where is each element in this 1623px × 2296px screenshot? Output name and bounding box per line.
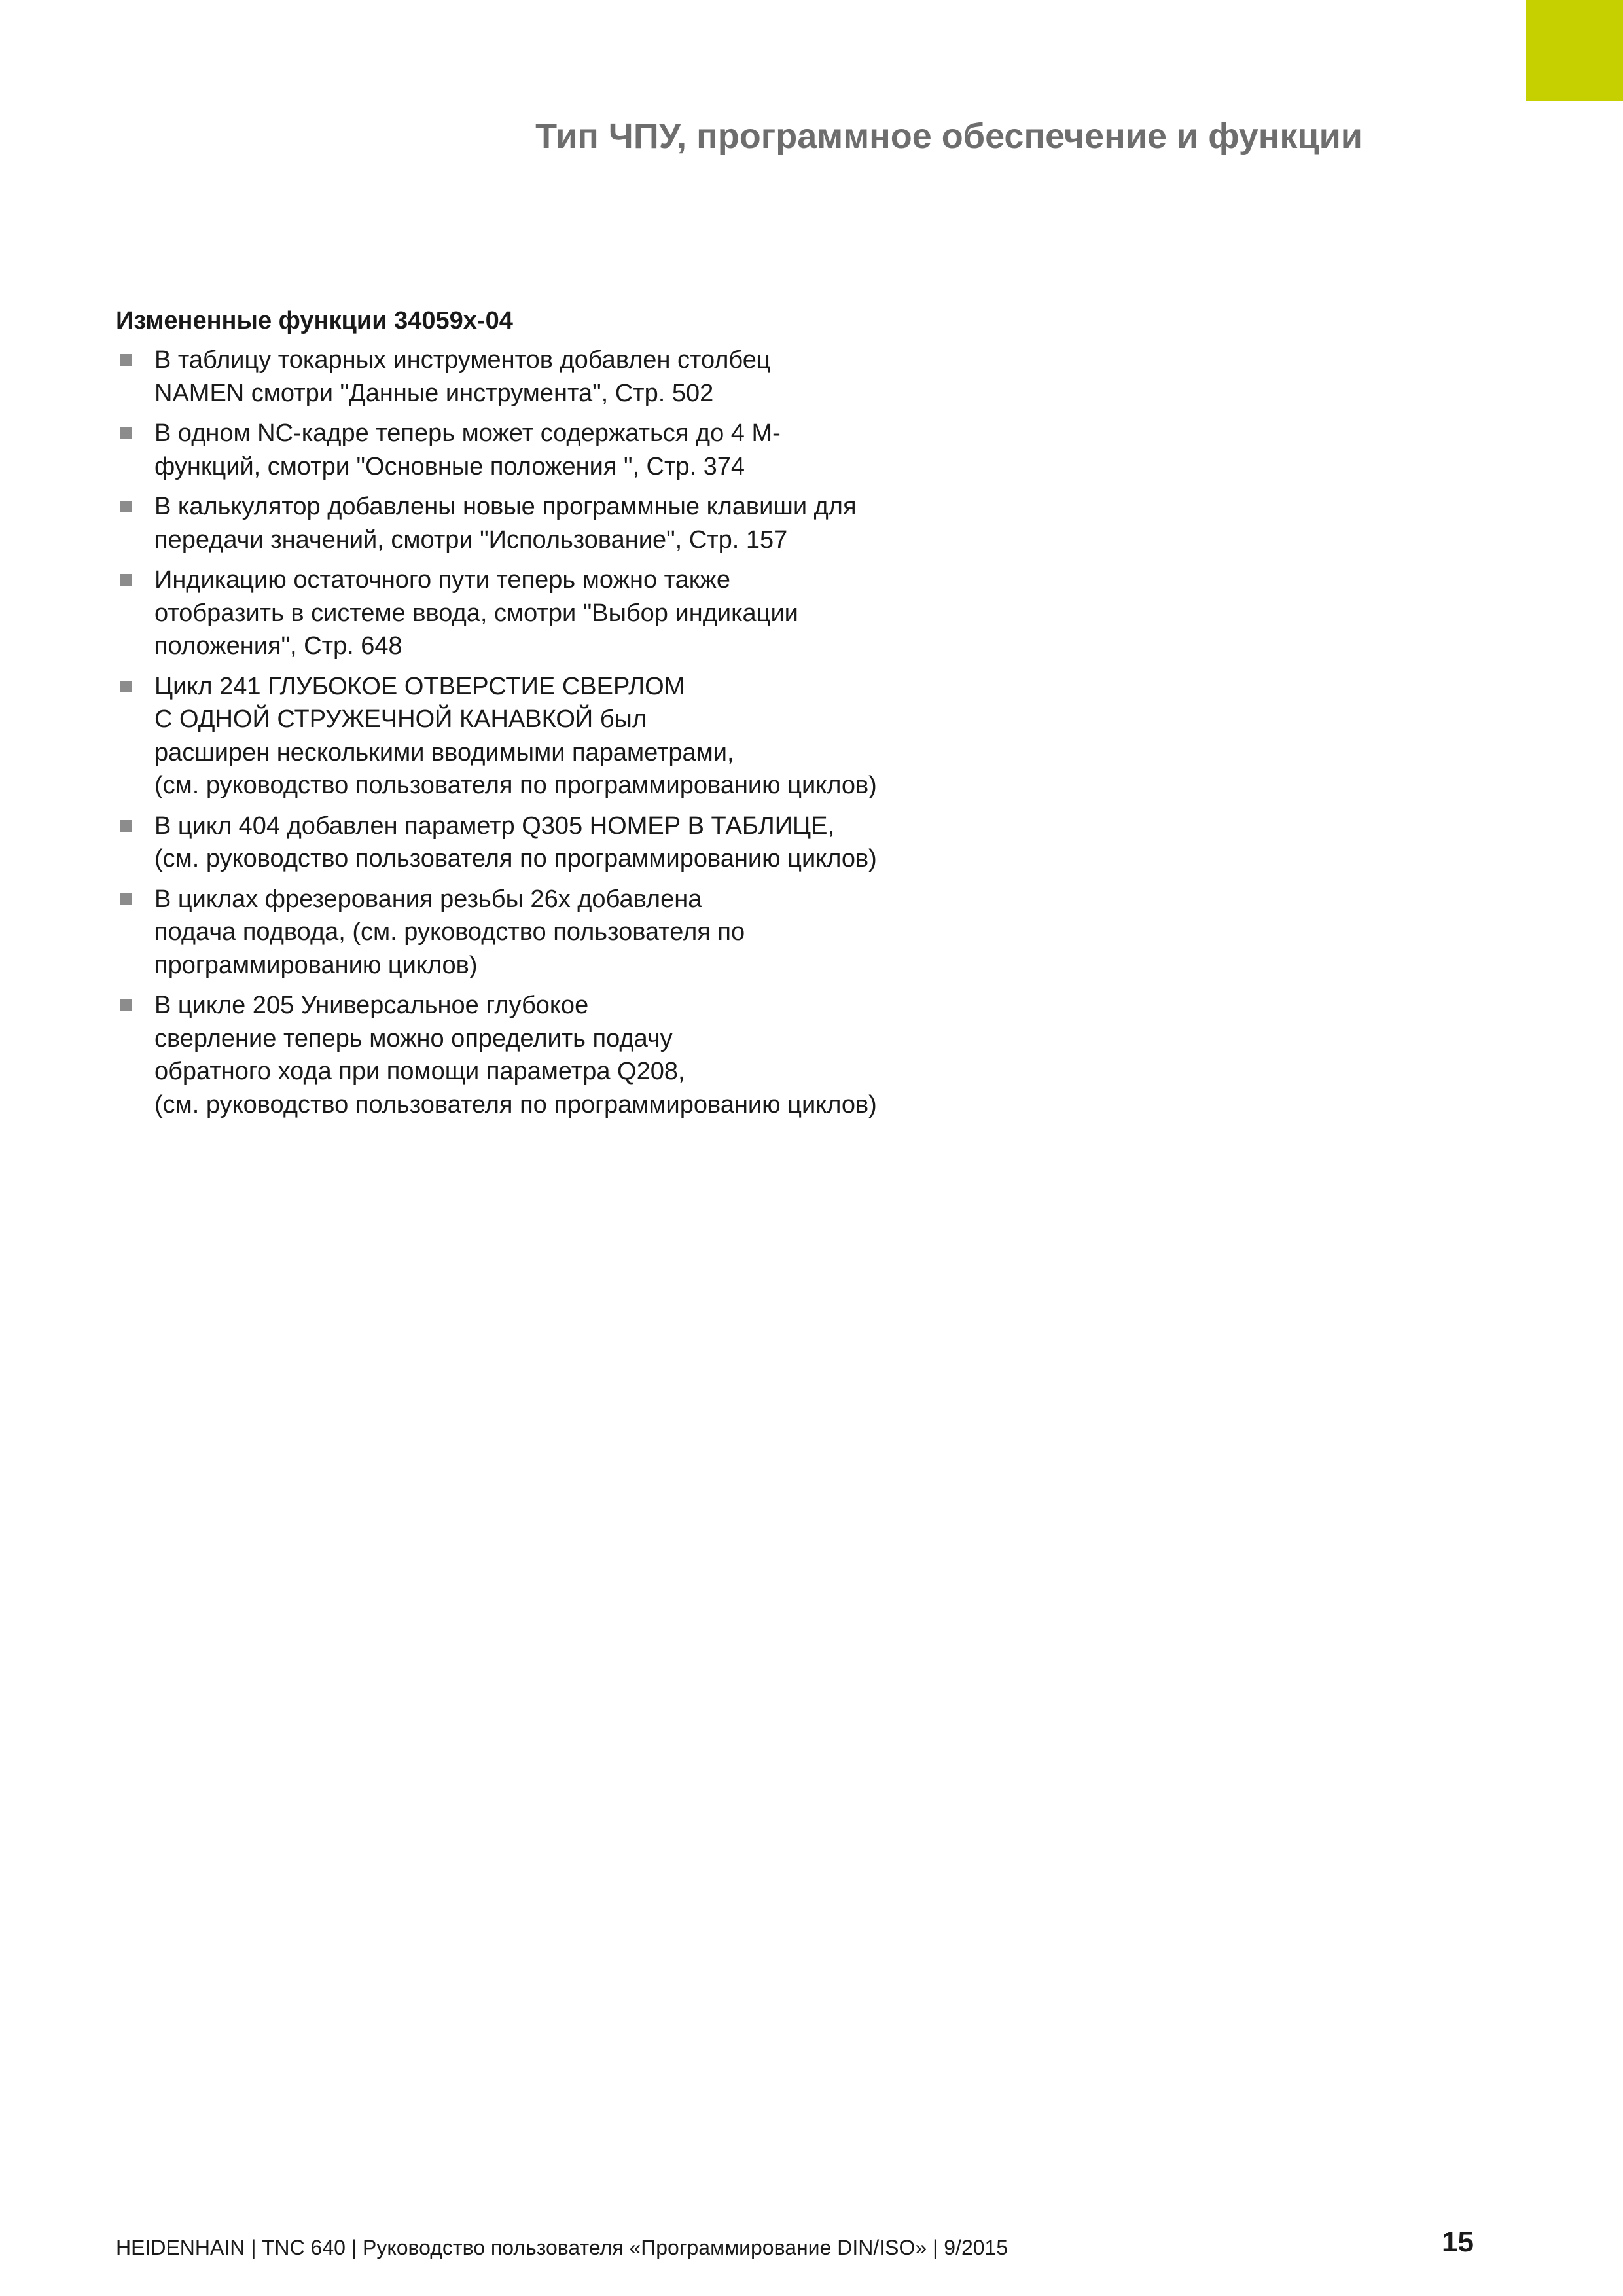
list-item [116,810,1097,876]
list-item-line: Цикл 241 ГЛУБОКОЕ ОТВЕРСТИЕ СВЕРЛОМ [154,672,685,700]
section-title: Измененные функции 34059x-04 [116,307,513,334]
list-item [116,490,1097,556]
list-item-line: расширен несколькими вводимыми параметрами, [154,738,734,766]
list-item [116,670,1097,802]
list-item-line: подача подвода, (см. руководство пользователя по [154,918,745,946]
footer-text: HEIDENHAIN | TNC 640 | Руководство пользователя «Программирование DIN/ISO» | 9/2015 [116,2236,1008,2259]
page-header-title: Тип ЧПУ, программное обеспечение и функции [535,117,1363,156]
list-item [116,883,1097,982]
list-item-line: В циклах фрезерования резьбы 26x добавлена [154,885,702,913]
list-item [116,417,1097,483]
list-item-line: отобразить в системе ввода, смотри "Выбор индикации [154,599,798,627]
list-item [116,564,1097,663]
square-bullet-icon [120,820,132,832]
square-bullet-icon [120,354,132,366]
list-item-line: В таблицу токарных инструментов добавлен столбец [154,346,771,374]
list-item-line: (см. руководство пользователя по программированию циклов) [154,772,877,799]
list-item-line: С ОДНОЙ СТРУЖЕЧНОЙ КАНАВКОЙ был [154,706,647,733]
square-bullet-icon [120,427,132,439]
list-item-line: положения", Стр. 648 [154,632,402,660]
list-item [116,989,1097,1121]
list-item-line: программированию циклов) [154,951,478,979]
square-bullet-icon [120,574,132,586]
list-item-line: сверление теперь можно определить подачу [154,1024,673,1052]
bullet-list [116,344,1097,1121]
square-bullet-icon [120,501,132,512]
list-item-line: В одном NC-кадре теперь может содержаться до 4 M- [154,420,781,447]
changed-functions-section [116,304,1097,1128]
list-item-line: передачи значений, смотри "Использование", Стр. 157 [154,526,788,554]
list-item-line: NAMEN смотри "Данные инструмента", Стр. 502 [154,379,714,407]
list-item-line: Индикацию остаточного пути теперь можно также [154,566,730,594]
list-item-line: обратного хода при помощи параметра Q208, [154,1058,685,1085]
page-number: 15 [1442,2226,1474,2258]
list-item [116,344,1097,410]
list-item-line: В цикл 404 добавлен параметр Q305 НОМЕР В ТАБЛИЦЕ, [154,812,835,840]
list-item-line: (см. руководство пользователя по программированию циклов) [154,845,877,872]
square-bullet-icon [120,681,132,692]
list-item-line: В калькулятор добавлены новые программные клавиши для [154,493,857,520]
square-bullet-icon [120,999,132,1011]
list-item-line: В цикле 205 Универсальное глубокое [154,992,589,1019]
list-item-line: (см. руководство пользователя по программированию циклов) [154,1090,877,1119]
accent-color-block [1526,0,1623,101]
square-bullet-icon [120,893,132,905]
list-item-line: функций, смотри "Основные положения ", Стр. 374 [154,452,745,480]
